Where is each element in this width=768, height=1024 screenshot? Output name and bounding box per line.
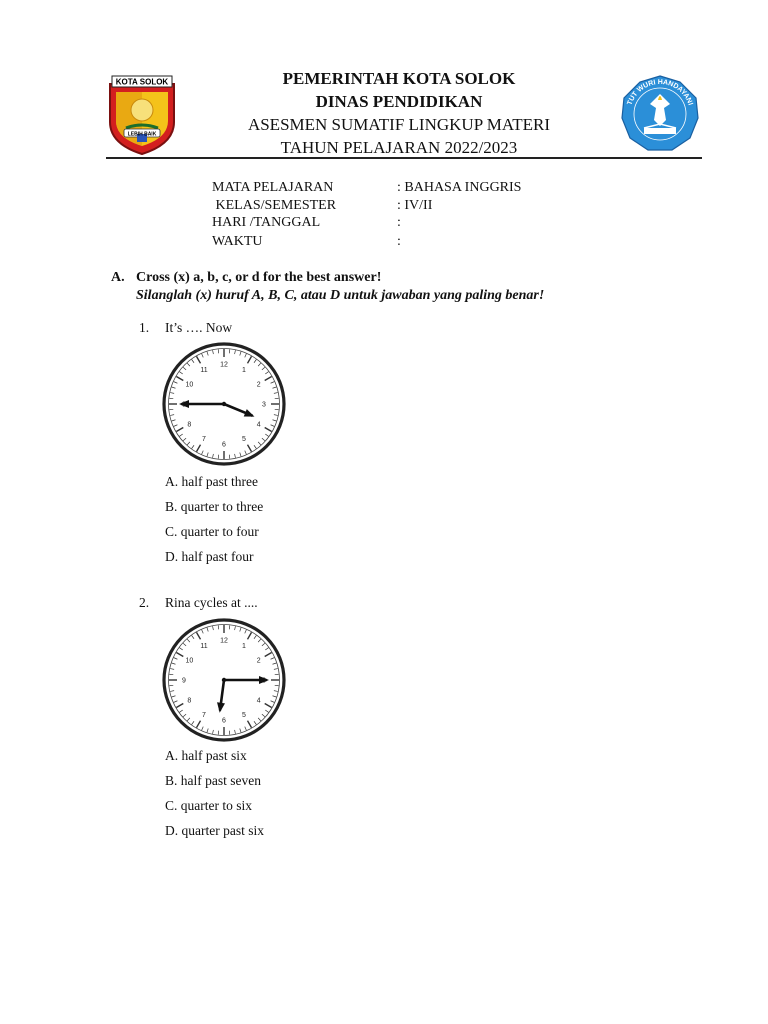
kota-solok-logo: [104, 74, 180, 156]
info-value-time: :: [397, 234, 401, 249]
question-2-option-a[interactable]: A. half past six: [165, 748, 247, 763]
clock-numeral: 10: [185, 657, 194, 665]
clock-numeral: 12: [220, 361, 228, 369]
clock-numeral: 2: [256, 657, 261, 665]
header-line-4: TAHUN PELAJARAN 2022/2023: [280, 138, 518, 157]
tut-wuri-handayani-logo: [618, 74, 702, 154]
clock-numeral: 11: [200, 366, 208, 374]
clock-numeral: 4: [256, 697, 261, 705]
clock-numeral: 6: [222, 717, 226, 725]
clock-hub: [222, 678, 226, 682]
header-divider: [106, 157, 702, 159]
question-2-option-c[interactable]: C. quarter to six: [165, 798, 252, 813]
clock-numeral: 10: [185, 381, 194, 389]
section-letter: A.: [111, 270, 125, 285]
clock-numeral: 11: [200, 642, 208, 650]
info-label-class: KELAS/SEMESTER: [212, 198, 337, 213]
clock-numeral: 1: [242, 366, 246, 374]
section-instruction: Cross (x) a, b, c, or d for the best answer!: [136, 270, 382, 285]
section-instruction-id: Silanglah (x) huruf A, B, C, atau D untuk jawaban yang paling benar!: [136, 288, 545, 303]
header-line-1: PEMERINTAH KOTA SOLOK: [282, 69, 516, 88]
info-value-class: : IV/II: [397, 198, 433, 213]
question-2-clock: [162, 618, 286, 742]
clock-numeral: 8: [187, 697, 192, 705]
info-value-date: :: [397, 215, 401, 230]
info-value-subject: : BAHASA INGGRIS: [397, 180, 522, 195]
clock-numeral: 1: [242, 642, 246, 650]
clock-numeral: 12: [220, 637, 228, 645]
clock-numeral: 6: [222, 441, 226, 449]
info-label-time: WAKTU: [212, 234, 263, 249]
clock-numeral: 9: [182, 677, 186, 685]
question-2-option-d[interactable]: D. quarter past six: [165, 823, 264, 838]
question-1-clock: [162, 342, 286, 466]
header-line-3: ASESMEN SUMATIF LINGKUP MATERI: [247, 115, 551, 134]
header-line-2: DINAS PENDIDIKAN: [315, 92, 483, 111]
info-label-date: HARI /TANGGAL: [212, 215, 321, 230]
question-1-number: 1.: [139, 320, 150, 335]
logo-ring-text: TUT WURI HANDAYANI: [626, 78, 694, 107]
clock-numeral: 7: [202, 436, 206, 444]
clock-hub: [222, 402, 226, 406]
question-2-option-b[interactable]: B. half past seven: [165, 773, 261, 788]
question-1-option-d[interactable]: D. half past four: [165, 549, 254, 564]
question-1-option-c[interactable]: C. quarter to four: [165, 524, 259, 539]
logo-ribbon-text: LEBIH BAIK: [127, 131, 157, 138]
question-1-text: It’s …. Now: [165, 320, 233, 335]
clock-numeral: 2: [256, 381, 261, 389]
question-1-option-a[interactable]: A. half past three: [165, 474, 258, 489]
question-1-option-b[interactable]: B. quarter to three: [165, 499, 264, 514]
question-2-number: 2.: [139, 595, 150, 610]
clock-numeral: 7: [202, 712, 206, 720]
clock-numeral: 5: [242, 436, 246, 444]
logo-banner-text: KOTA SOLOK: [115, 77, 169, 87]
info-label-subject: MATA PELAJARAN: [212, 180, 334, 195]
clock-numeral: 4: [256, 421, 261, 429]
clock-numeral: 5: [242, 712, 246, 720]
clock-numeral: 3: [262, 401, 266, 409]
clock-numeral: 8: [187, 421, 192, 429]
question-2-text: Rina cycles at ....: [165, 595, 258, 610]
